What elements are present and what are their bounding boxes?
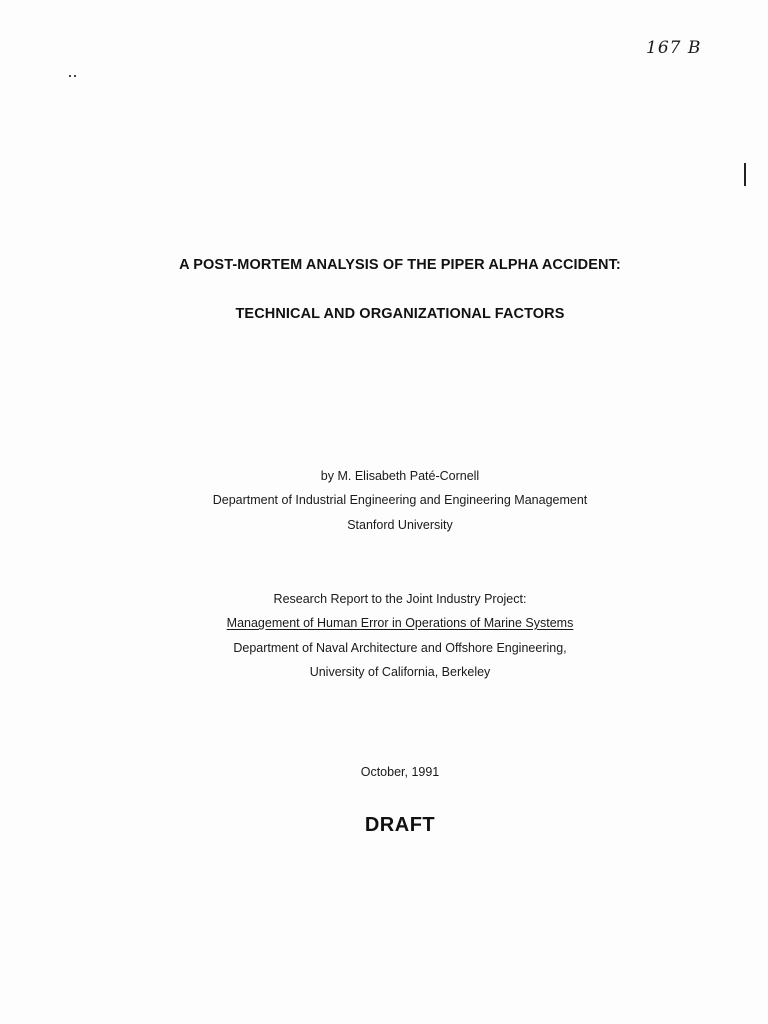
report-department: Department of Naval Architecture and Offshore Engineering,	[233, 641, 567, 655]
handwritten-annotation: 167 B	[646, 38, 702, 58]
author-department: Department of Industrial Engineering and Engineering Management	[212, 493, 588, 507]
report-university: University of California, Berkeley	[309, 665, 491, 679]
author-university: Stanford University	[347, 518, 453, 532]
margin-mark	[744, 163, 746, 186]
draft-label: DRAFT	[364, 814, 436, 836]
title-line-1: A POST-MORTEM ANALYSIS OF THE PIPER ALPHA ACCIDENT:	[179, 257, 621, 273]
project-title: Management of Human Error in Operations of Marine Systems	[226, 616, 574, 630]
scan-speck	[74, 75, 76, 77]
scan-speck	[69, 75, 71, 77]
author-byline: by M. Elisabeth Paté-Cornell	[320, 469, 480, 483]
title-line-2: TECHNICAL AND ORGANIZATIONAL FACTORS	[235, 306, 565, 322]
report-intro: Research Report to the Joint Industry Project:	[273, 592, 527, 606]
report-date: October, 1991	[360, 765, 440, 779]
